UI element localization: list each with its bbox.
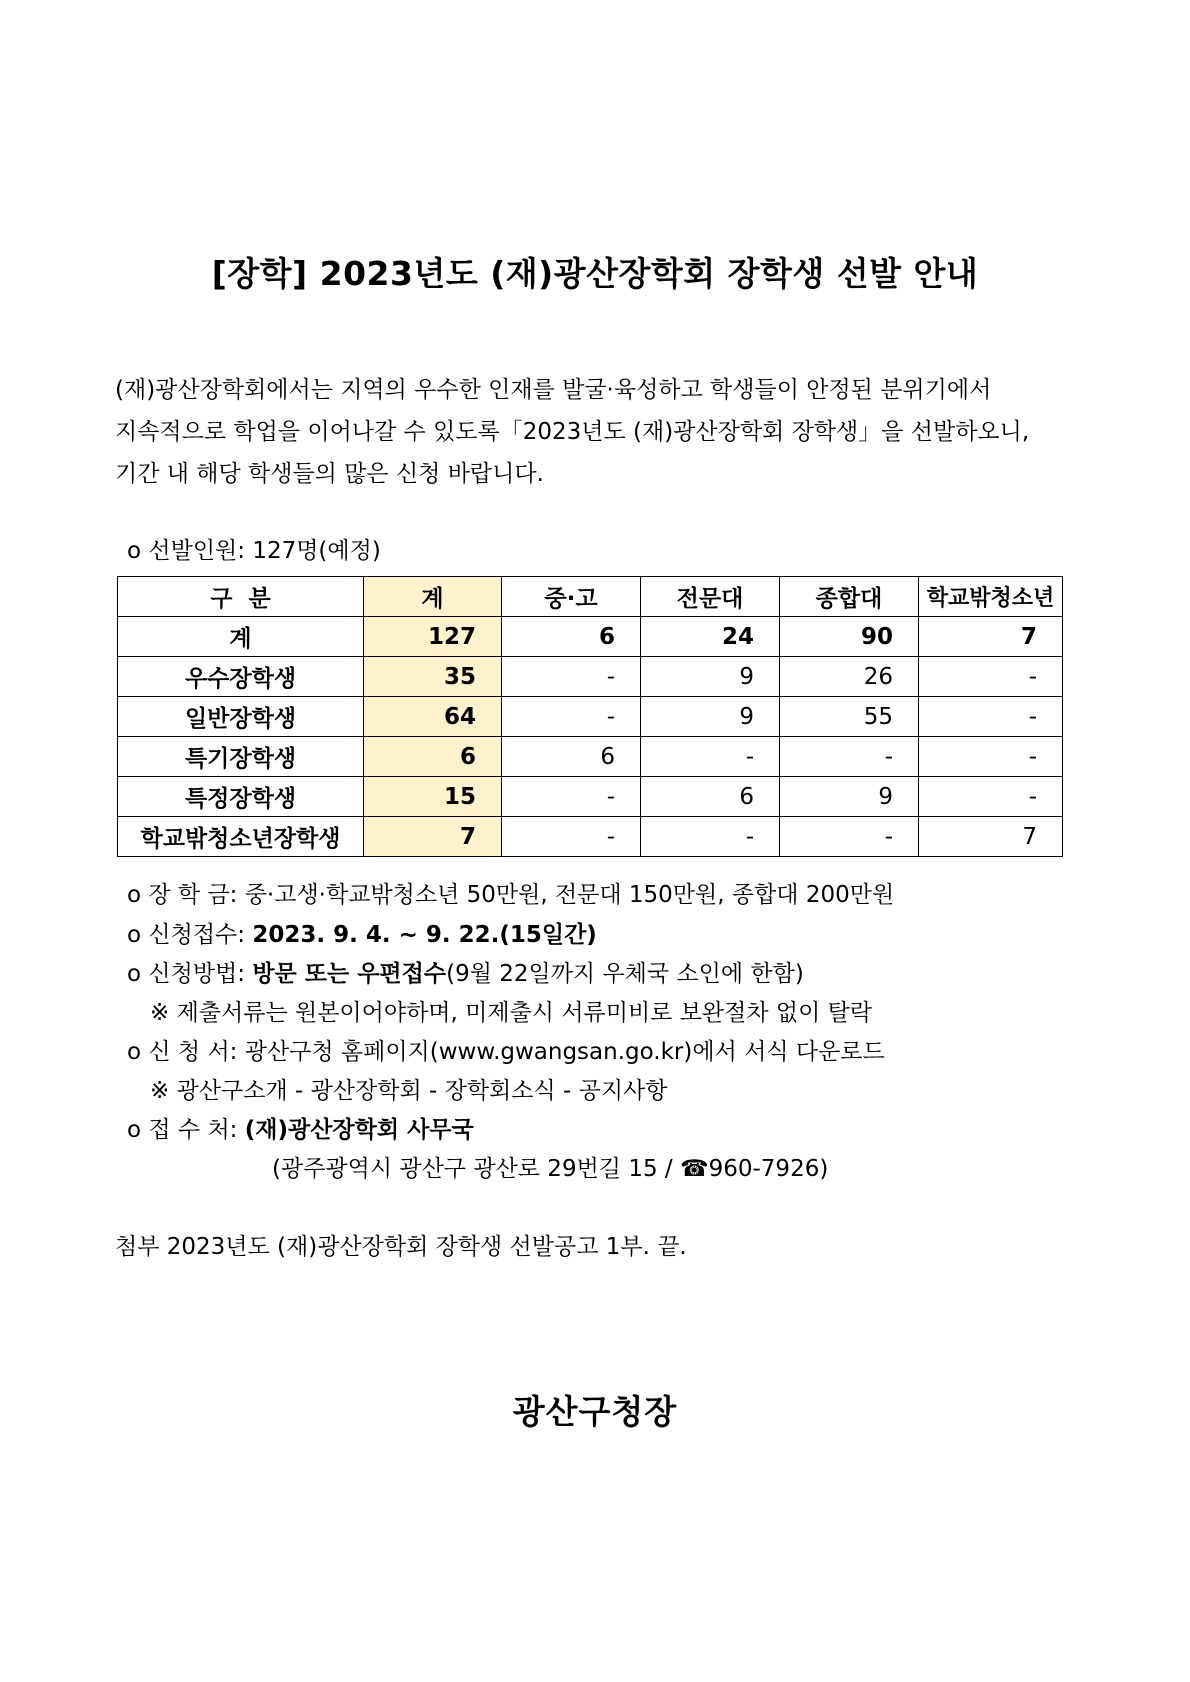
cell-university: 90 <box>780 617 919 657</box>
cell-total: 7 <box>364 817 502 857</box>
cell-college: 24 <box>641 617 780 657</box>
application-method <box>127 955 804 988</box>
table-header-row <box>118 577 1063 617</box>
table-row <box>118 817 1063 857</box>
reception-office <box>127 1111 474 1144</box>
intro-line: 기간 내 해당 학생들의 많은 신청 바랍니다. <box>115 461 544 487</box>
cell-middle-high: - <box>502 657 641 697</box>
cell-out-of-school: 7 <box>919 817 1063 857</box>
cell-college: 9 <box>641 657 780 697</box>
header-out-of-school: 학교밖청소년 <box>919 577 1063 617</box>
header-university: 종합대 <box>780 577 919 617</box>
office-address: (광주광역시 광산구 광산로 29번길 15 / ☎960-7926) <box>272 1156 829 1182</box>
application-period-value: 2023. 9. 4. ~ 9. 22.(15일간) <box>252 922 597 948</box>
cell-college: - <box>641 817 780 857</box>
signature: 광산구청장 <box>512 1392 678 1431</box>
header-total: 계 <box>364 577 502 617</box>
attachment: 첨부 2023년도 (재)광산장학회 장학생 선발공고 1부. 끝. <box>115 1234 687 1260</box>
scholarship-table <box>117 576 1063 857</box>
cell-out-of-school: - <box>919 737 1063 777</box>
cell-university: - <box>780 817 919 857</box>
application-period <box>127 916 597 949</box>
cell-university: - <box>780 737 919 777</box>
cell-total: 6 <box>364 737 502 777</box>
document-title: [장학] 2023년도 (재)광산장학회 장학생 선발 안내 <box>211 254 979 293</box>
cell-out-of-school: - <box>919 657 1063 697</box>
cell-college: - <box>641 737 780 777</box>
cell-out-of-school: 7 <box>919 617 1063 657</box>
cell-college: 9 <box>641 697 780 737</box>
table-row <box>118 737 1063 777</box>
form-path-note: ※ 광산구소개 - 광산장학회 - 장학회소식 - 공지사항 <box>150 1078 668 1104</box>
cell-out-of-school: - <box>919 697 1063 737</box>
selection-count: o 선발인원: 127명(예정) <box>127 538 381 564</box>
row-category: 학교밖청소년장학생 <box>118 817 364 857</box>
intro-line: 지속적으로 학업을 이어나갈 수 있도록「2023년도 (재)광산장학회 장학생」을 선발하오니, <box>115 419 1030 445</box>
table-row <box>118 617 1063 657</box>
table-row <box>118 777 1063 817</box>
table-row <box>118 697 1063 737</box>
cell-middle-high: - <box>502 697 641 737</box>
cell-middle-high: 6 <box>502 617 641 657</box>
cell-total: 15 <box>364 777 502 817</box>
application-method-note: (9월 22일까지 우체국 소인에 한함) <box>446 961 804 987</box>
cell-middle-high: 6 <box>502 737 641 777</box>
cell-middle-high: - <box>502 817 641 857</box>
cell-total: 64 <box>364 697 502 737</box>
cell-university: 9 <box>780 777 919 817</box>
cell-out-of-school: - <box>919 777 1063 817</box>
row-category: 특정장학생 <box>118 777 364 817</box>
cell-total: 35 <box>364 657 502 697</box>
application-form: o 신 청 서: 광산구청 홈페이지(www.gwangsan.go.kr)에서 서식 다운로드 <box>127 1039 885 1065</box>
table-row <box>118 657 1063 697</box>
cell-total: 127 <box>364 617 502 657</box>
scholarship-amount: o 장 학 금: 중·고생·학교밖청소년 50만원, 전문대 150만원, 종합대 200만원 <box>127 882 895 908</box>
reception-office-value: (재)광산장학회 사무국 <box>244 1117 474 1143</box>
application-method-label: o 신청방법: <box>127 961 253 987</box>
header-college: 전문대 <box>641 577 780 617</box>
header-category: 구 분 <box>118 577 364 617</box>
cell-college: 6 <box>641 777 780 817</box>
application-period-label: o 신청접수: <box>127 922 253 948</box>
reception-office-label: o 접 수 처: <box>127 1117 245 1143</box>
header-middle-high: 중·고 <box>502 577 641 617</box>
cell-university: 26 <box>780 657 919 697</box>
intro-paragraph <box>115 369 1095 495</box>
row-category: 계 <box>118 617 364 657</box>
row-category: 일반장학생 <box>118 697 364 737</box>
intro-line: (재)광산장학회에서는 지역의 우수한 인재를 발굴·육성하고 학생들이 안정된 분위기에서 <box>115 377 992 403</box>
row-category: 특기장학생 <box>118 737 364 777</box>
row-category: 우수장학생 <box>118 657 364 697</box>
cell-university: 55 <box>780 697 919 737</box>
documents-note: ※ 제출서류는 원본이어야하며, 미제출시 서류미비로 보완절차 없이 탈락 <box>150 1000 873 1026</box>
cell-middle-high: - <box>502 777 641 817</box>
application-method-value: 방문 또는 우편접수 <box>252 961 447 987</box>
